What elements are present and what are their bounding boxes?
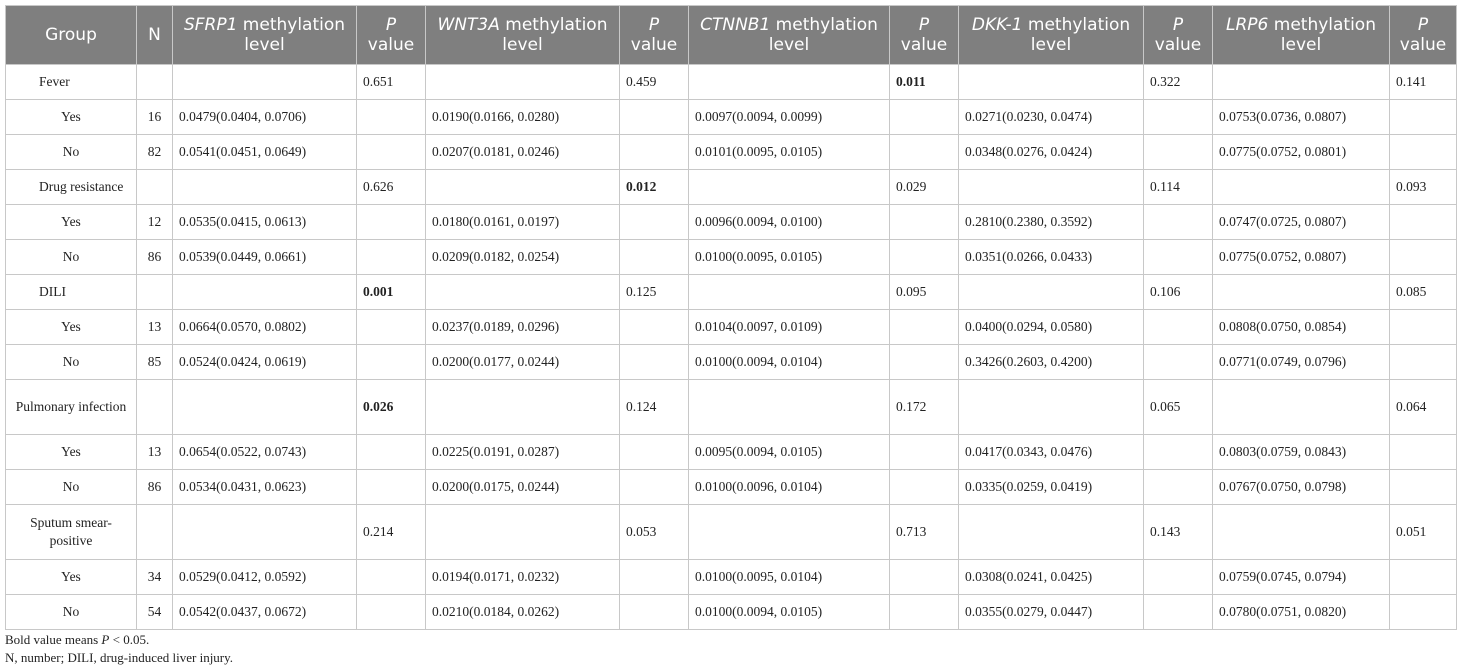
lrp6-cell: 0.0808(0.0750, 0.0854) (1213, 310, 1390, 345)
p-value-cell: 0.106 (1144, 275, 1213, 310)
significant-p-value: 0.001 (363, 284, 394, 299)
wnt3a-cell: 0.0210(0.0184, 0.0262) (426, 595, 620, 630)
p-value-cell (620, 345, 689, 380)
table-row (6, 470, 1457, 505)
table-row (6, 595, 1457, 630)
sfrp1-cell (173, 380, 357, 435)
p-value-cell (620, 595, 689, 630)
p-value-cell (620, 135, 689, 170)
p-value-cell (357, 240, 426, 275)
p-value-cell (1144, 470, 1213, 505)
table-row (6, 310, 1457, 345)
table-row (6, 435, 1457, 470)
p-value-cell (1390, 595, 1457, 630)
p-value-cell (620, 435, 689, 470)
p-value-cell (357, 310, 426, 345)
group-cell: Drug resistance (6, 170, 137, 205)
ctnnb1-cell: 0.0100(0.0095, 0.0105) (689, 240, 890, 275)
group-cell: Yes (6, 205, 137, 240)
lrp6-cell: 0.0775(0.0752, 0.0807) (1213, 240, 1390, 275)
p-value-cell (1144, 310, 1213, 345)
ctnnb1-cell (689, 505, 890, 560)
group-cell: No (6, 135, 137, 170)
significant-p-value: 0.012 (626, 179, 657, 194)
lrp6-cell: 0.0759(0.0745, 0.0794) (1213, 560, 1390, 595)
dkk1-cell: 0.0400(0.0294, 0.0580) (959, 310, 1144, 345)
p-value-cell: 0.093 (1390, 170, 1457, 205)
p-value-cell: 0.125 (620, 275, 689, 310)
sfrp1-cell (173, 170, 357, 205)
p-value-cell (890, 345, 959, 380)
ctnnb1-cell: 0.0096(0.0094, 0.0100) (689, 205, 890, 240)
significant-p-value: 0.011 (896, 74, 926, 89)
p-value-cell (890, 470, 959, 505)
dkk1-cell (959, 380, 1144, 435)
dkk1-cell (959, 275, 1144, 310)
p-value-cell (1390, 205, 1457, 240)
header-group: Group (6, 6, 137, 65)
ctnnb1-cell: 0.0100(0.0094, 0.0104) (689, 345, 890, 380)
p-value-cell (890, 100, 959, 135)
p-value-cell (1390, 470, 1457, 505)
group-cell: No (6, 345, 137, 380)
n-cell: 86 (137, 240, 173, 275)
p-value-cell (620, 240, 689, 275)
table-footnotes (5, 631, 233, 667)
n-cell: 86 (137, 470, 173, 505)
dkk1-cell: 0.0351(0.0266, 0.0433) (959, 240, 1144, 275)
wnt3a-cell: 0.0237(0.0189, 0.0296) (426, 310, 620, 345)
sfrp1-cell (173, 505, 357, 560)
table-row-group (6, 275, 1457, 310)
lrp6-cell (1213, 380, 1390, 435)
n-cell (137, 170, 173, 205)
dkk1-cell: 0.0417(0.0343, 0.0476) (959, 435, 1144, 470)
sfrp1-cell: 0.0654(0.0522, 0.0743) (173, 435, 357, 470)
p-value-cell (1390, 100, 1457, 135)
p-value-cell: 0.214 (357, 505, 426, 560)
p-value-cell: 0.095 (890, 275, 959, 310)
lrp6-cell: 0.0767(0.0750, 0.0798) (1213, 470, 1390, 505)
p-value-cell (620, 560, 689, 595)
p-value-cell (890, 205, 959, 240)
p-value-cell (890, 240, 959, 275)
p-value-cell (357, 380, 426, 435)
wnt3a-cell (426, 380, 620, 435)
header-lrp6: LRP6 methylation level (1213, 6, 1390, 65)
group-cell: Yes (6, 100, 137, 135)
ctnnb1-cell: 0.0101(0.0095, 0.0105) (689, 135, 890, 170)
table-row (6, 100, 1457, 135)
header-p-value-lrp6: P value (1390, 6, 1457, 65)
p-value-cell: 0.029 (890, 170, 959, 205)
wnt3a-cell: 0.0200(0.0175, 0.0244) (426, 470, 620, 505)
lrp6-cell (1213, 65, 1390, 100)
p-value-cell (357, 560, 426, 595)
header-wnt3a: WNT3A methylation level (426, 6, 620, 65)
group-cell: Pulmonary infection (6, 380, 137, 435)
p-value-cell (1144, 205, 1213, 240)
dkk1-cell: 0.0308(0.0241, 0.0425) (959, 560, 1144, 595)
bold-footnote (5, 631, 233, 649)
wnt3a-cell: 0.0200(0.0177, 0.0244) (426, 345, 620, 380)
group-cell: Yes (6, 310, 137, 345)
table-row (6, 345, 1457, 380)
p-value-cell (1390, 240, 1457, 275)
dkk1-cell (959, 170, 1144, 205)
table-row (6, 560, 1457, 595)
p-value-cell (357, 470, 426, 505)
n-cell: 13 (137, 310, 173, 345)
p-value-cell: 0.322 (1144, 65, 1213, 100)
lrp6-cell: 0.0780(0.0751, 0.0820) (1213, 595, 1390, 630)
p-value-cell (890, 65, 959, 100)
header-dkk1: DKK-1 methylation level (959, 6, 1144, 65)
wnt3a-cell: 0.0209(0.0182, 0.0254) (426, 240, 620, 275)
sfrp1-cell: 0.0664(0.0570, 0.0802) (173, 310, 357, 345)
n-cell (137, 380, 173, 435)
lrp6-cell: 0.0775(0.0752, 0.0801) (1213, 135, 1390, 170)
wnt3a-cell: 0.0207(0.0181, 0.0246) (426, 135, 620, 170)
ctnnb1-cell (689, 275, 890, 310)
ctnnb1-cell: 0.0100(0.0095, 0.0104) (689, 560, 890, 595)
p-value-cell (1144, 595, 1213, 630)
lrp6-cell: 0.0753(0.0736, 0.0807) (1213, 100, 1390, 135)
significant-p-value: 0.026 (363, 399, 394, 414)
p-value-cell: 0.459 (620, 65, 689, 100)
n-cell: 13 (137, 435, 173, 470)
header-p-value-sfrp1: P value (357, 6, 426, 65)
n-cell: 82 (137, 135, 173, 170)
header-p-value-ctnnb1: P value (890, 6, 959, 65)
wnt3a-cell (426, 65, 620, 100)
p-value-cell (1390, 435, 1457, 470)
p-value-cell: 0.141 (1390, 65, 1457, 100)
group-cell: No (6, 595, 137, 630)
p-value-cell (357, 135, 426, 170)
p-value-cell (890, 135, 959, 170)
p-value-cell (357, 100, 426, 135)
dkk1-cell: 0.0355(0.0279, 0.0447) (959, 595, 1144, 630)
p-value-cell (1144, 560, 1213, 595)
p-value-cell (890, 595, 959, 630)
ctnnb1-cell: 0.0095(0.0094, 0.0105) (689, 435, 890, 470)
sfrp1-cell: 0.0539(0.0449, 0.0661) (173, 240, 357, 275)
table-row-group (6, 380, 1457, 435)
lrp6-cell (1213, 170, 1390, 205)
ctnnb1-cell: 0.0097(0.0094, 0.0099) (689, 100, 890, 135)
p-value-cell (1144, 240, 1213, 275)
p-value-cell (620, 100, 689, 135)
dkk1-cell (959, 65, 1144, 100)
header-p-value-wnt3a: P value (620, 6, 689, 65)
dkk1-cell: 0.2810(0.2380, 0.3592) (959, 205, 1144, 240)
n-cell: 54 (137, 595, 173, 630)
wnt3a-cell: 0.0190(0.0166, 0.0280) (426, 100, 620, 135)
n-cell: 34 (137, 560, 173, 595)
ctnnb1-cell: 0.0100(0.0094, 0.0105) (689, 595, 890, 630)
header-n: N (137, 6, 173, 65)
p-value-cell (620, 170, 689, 205)
p-value-cell (1390, 560, 1457, 595)
ctnnb1-cell: 0.0104(0.0097, 0.0109) (689, 310, 890, 345)
sfrp1-cell: 0.0542(0.0437, 0.0672) (173, 595, 357, 630)
p-value-cell: 0.651 (357, 65, 426, 100)
footnote-text: < 0.05. (109, 632, 150, 647)
lrp6-cell (1213, 275, 1390, 310)
group-cell: DILI (6, 275, 137, 310)
header-ctnnb1: CTNNB1 methylation level (689, 6, 890, 65)
sfrp1-cell: 0.0529(0.0412, 0.0592) (173, 560, 357, 595)
n-cell: 85 (137, 345, 173, 380)
table-row (6, 240, 1457, 275)
n-cell: 16 (137, 100, 173, 135)
ctnnb1-cell (689, 380, 890, 435)
n-cell (137, 275, 173, 310)
p-value-cell (357, 205, 426, 240)
dkk1-cell: 0.0348(0.0276, 0.0424) (959, 135, 1144, 170)
p-value-cell (357, 435, 426, 470)
header-row (6, 6, 1457, 65)
n-cell (137, 65, 173, 100)
dkk1-cell: 0.0335(0.0259, 0.0419) (959, 470, 1144, 505)
p-value-cell (890, 560, 959, 595)
p-value-cell: 0.626 (357, 170, 426, 205)
group-cell: Sputum smear-positive (6, 505, 137, 560)
group-cell: No (6, 470, 137, 505)
p-value-cell: 0.053 (620, 505, 689, 560)
p-value-cell: 0.051 (1390, 505, 1457, 560)
p-value-cell (1144, 100, 1213, 135)
p-value-cell (890, 310, 959, 345)
p-value-cell (357, 345, 426, 380)
p-value-cell: 0.065 (1144, 380, 1213, 435)
p-value-cell: 0.124 (620, 380, 689, 435)
table-row (6, 135, 1457, 170)
wnt3a-cell: 0.0180(0.0161, 0.0197) (426, 205, 620, 240)
ctnnb1-cell (689, 65, 890, 100)
sfrp1-cell: 0.0479(0.0404, 0.0706) (173, 100, 357, 135)
table-row-group (6, 65, 1457, 100)
table-row-group (6, 505, 1457, 560)
lrp6-cell: 0.0771(0.0749, 0.0796) (1213, 345, 1390, 380)
p-value-cell (620, 470, 689, 505)
p-value-cell (1390, 310, 1457, 345)
group-cell: Yes (6, 560, 137, 595)
lrp6-cell: 0.0747(0.0725, 0.0807) (1213, 205, 1390, 240)
ctnnb1-cell (689, 170, 890, 205)
n-cell: 12 (137, 205, 173, 240)
abbreviation-footnote: N, number; DILI, drug-induced liver injury. (5, 650, 234, 665)
wnt3a-cell (426, 275, 620, 310)
sfrp1-cell (173, 65, 357, 100)
dkk1-cell (959, 505, 1144, 560)
p-value-cell (620, 205, 689, 240)
p-value-cell: 0.172 (890, 380, 959, 435)
sfrp1-cell: 0.0524(0.0424, 0.0619) (173, 345, 357, 380)
p-value-cell (357, 275, 426, 310)
header-sfrp1: SFRP1 methylation level (173, 6, 357, 65)
group-cell: Yes (6, 435, 137, 470)
footnote-p-symbol: P (101, 632, 110, 647)
sfrp1-cell: 0.0535(0.0415, 0.0613) (173, 205, 357, 240)
p-value-cell: 0.114 (1144, 170, 1213, 205)
p-value-cell (1144, 345, 1213, 380)
p-value-cell (1390, 345, 1457, 380)
header-p-value-dkk1: P value (1144, 6, 1213, 65)
table-row (6, 205, 1457, 240)
dkk1-cell: 0.3426(0.2603, 0.4200) (959, 345, 1144, 380)
ctnnb1-cell: 0.0100(0.0096, 0.0104) (689, 470, 890, 505)
p-value-cell (1144, 435, 1213, 470)
group-cell: No (6, 240, 137, 275)
p-value-cell: 0.064 (1390, 380, 1457, 435)
sfrp1-cell (173, 275, 357, 310)
sfrp1-cell: 0.0534(0.0431, 0.0623) (173, 470, 357, 505)
p-value-cell: 0.085 (1390, 275, 1457, 310)
p-value-cell (357, 595, 426, 630)
dkk1-cell: 0.0271(0.0230, 0.0474) (959, 100, 1144, 135)
p-value-cell: 0.143 (1144, 505, 1213, 560)
p-value-cell (1390, 135, 1457, 170)
lrp6-cell (1213, 505, 1390, 560)
sfrp1-cell: 0.0541(0.0451, 0.0649) (173, 135, 357, 170)
lrp6-cell: 0.0803(0.0759, 0.0843) (1213, 435, 1390, 470)
p-value-cell: 0.713 (890, 505, 959, 560)
table-row-group (6, 170, 1457, 205)
footnote-text: Bold value means (5, 632, 102, 647)
wnt3a-cell (426, 170, 620, 205)
methylation-table (5, 5, 1457, 630)
p-value-cell (620, 310, 689, 345)
p-value-cell (890, 435, 959, 470)
wnt3a-cell: 0.0194(0.0171, 0.0232) (426, 560, 620, 595)
group-cell: Fever (6, 65, 137, 100)
p-value-cell (1144, 135, 1213, 170)
wnt3a-cell: 0.0225(0.0191, 0.0287) (426, 435, 620, 470)
wnt3a-cell (426, 505, 620, 560)
n-cell (137, 505, 173, 560)
